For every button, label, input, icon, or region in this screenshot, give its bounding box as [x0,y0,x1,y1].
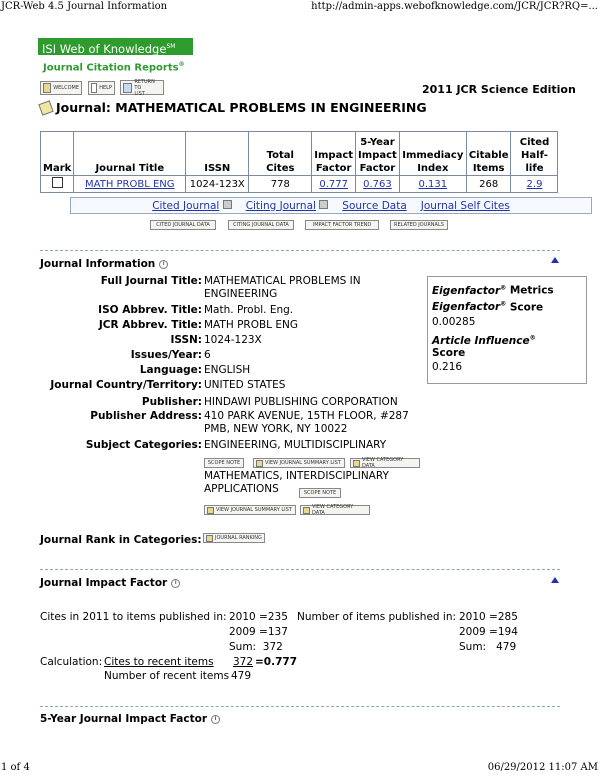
list-icon [256,460,263,467]
service-mark: SM [166,43,176,50]
eigenfactor-score: 0.00285 [432,316,476,328]
cited-journal-data-button[interactable]: CITED JOURNAL DATA [150,220,216,230]
issues-per-year-label: Issues/Year: [130,349,202,361]
total-cites-cell: 778 [249,176,312,193]
iso-abbrev-value: Math. Probl. Eng. [204,304,294,316]
list-icon [207,507,214,514]
reg-mark: ® [500,300,507,308]
journal-info-heading-text: Journal Information [40,258,156,270]
view-journal-summary-button-2[interactable] [204,505,296,515]
journal-heading [40,100,427,115]
jcr-abbrev-value: MATH PROBL ENG [204,319,298,331]
info-icon[interactable]: i [211,715,220,724]
publisher-address-label: Publisher Address: [90,410,202,422]
view-category-data-button-2[interactable] [300,505,370,515]
items-2010: 2010 =285 [459,611,518,623]
publisher-label: Publisher: [141,396,202,408]
publisher-address-value: 410 PARK AVENUE, 15TH FLOOR, #287 PMB, NEW YORK, NY 10022 [204,410,409,435]
return-label-2: LIST [134,90,145,97]
col-journal-title: Journal Title [74,132,186,176]
journal-table [40,131,558,193]
eigen-metrics-suffix: Metrics [506,284,554,297]
journal-self-cites-link[interactable]: Journal Self Cites [420,199,510,212]
view-category-label-2: VIEW CATEGORY DATA [311,504,354,516]
isi-logo-text: ISI Web of Knowledge [42,41,167,56]
section-divider [40,706,560,707]
citation-link-bar [70,197,592,214]
eigenfactor-box [427,276,587,384]
scope-note-button[interactable]: SCOPE NOTE [204,458,244,468]
immediacy-link[interactable]: 0.131 [418,178,448,190]
cited-journal-group [152,200,232,212]
country-label: Journal Country/Territory: [50,379,202,391]
col-cited-half-life: Cited Half-life [511,132,558,176]
issn-value: 1024-123X [204,334,262,346]
issues-per-year-value: 6 [204,349,211,361]
cites-recent-items: Cites to recent items [104,656,214,668]
five-year-heading-text: 5-Year Journal Impact Factor [40,713,208,725]
subject-categories-label: Subject Categories: [85,439,202,451]
scope-note-button-2[interactable]: SCOPE NOTE [299,488,341,498]
question-icon [91,83,97,93]
related-journals-button[interactable]: RELATED JOURNALS [390,220,448,230]
subject-category-2: MATHEMATICS, INTERDISCIPLINARY APPLICATIONS [204,470,389,495]
pencil-icon [38,100,53,115]
cites-2010: 2010 =235 [229,611,288,623]
back-to-top-arrow-icon[interactable] [551,577,559,583]
journal-ranking-button[interactable] [203,533,265,543]
full-title-value: MATHEMATICAL PROBLEMS IN ENGINEERING [204,275,361,300]
calculation-label: Calculation: [40,656,103,668]
publisher-value: HINDAWI PUBLISHING CORPORATION [204,396,398,408]
items-sum: Sum: 479 [459,641,517,653]
welcome-button[interactable] [40,81,82,95]
full-title-label: Full Journal Title: [100,275,202,287]
view-category-label: VIEW CATEGORY DATA [361,457,404,469]
half-life-cell [511,176,558,193]
impact-factor-heading [40,577,180,589]
journal-heading-text: Journal: MATHEMATICAL PROBLEMS IN ENGINEERING [56,100,427,115]
items-2009: 2009 =194 [459,626,518,638]
print-timestamp: 06/29/2012 11:07 AM [487,762,598,773]
col-citable-items: Citable Items [466,132,511,176]
return-to-list-button[interactable] [120,80,164,95]
section-divider [40,250,560,251]
welcome-label: WELCOME [53,85,79,91]
col-mark: Mark [41,132,74,176]
journal-info-heading [40,258,168,270]
eigen-score-title: Eigenfactor [432,301,501,313]
impact-factor-result: =0.777 [255,656,298,668]
jcr-logo [43,61,185,73]
recent-items-label: Number of recent items [104,670,230,682]
page-title: JCR-Web 4.5 Journal Information [1,1,168,12]
title-cell [74,176,186,193]
ai-title: Article Influence [432,334,530,347]
impact-factor-link[interactable]: 0.777 [319,178,348,190]
five-year-heading [40,713,220,725]
isi-logo[interactable] [38,38,193,55]
ai-suffix: Score [432,346,466,359]
page-counter: 1 of 4 [1,762,30,773]
help-label: HELP [99,85,112,91]
edition-label: 2011 JCR Science Edition [422,83,576,96]
journal-rank-heading-text: Journal Rank in Categories: [40,534,202,546]
cited-journal-link[interactable]: Cited Journal [152,199,220,212]
cites-label: Cites in 2011 to items published in: [40,611,227,623]
col-total-cites: Total Cites [249,132,312,176]
eigenfactor-score-title [432,301,582,314]
mark-cell [41,176,74,193]
view-summary-label-2: VIEW JOURNAL SUMMARY LIST [216,507,292,513]
graph-icon[interactable] [223,200,232,209]
eigen-title: Eigenfactor [432,284,501,297]
page-url: http://admin-apps.webofknowledge.com/JCR/JCR?RQ=... [311,1,598,12]
return-icon [123,83,132,93]
col-impact-factor: Impact Factor [312,132,356,176]
list-icon [303,507,310,514]
help-button[interactable] [88,81,115,95]
impact-factor-trend-button[interactable]: IMPACT FACTOR TREND [305,220,379,230]
source-data-link[interactable]: Source Data [342,199,407,212]
info-icon[interactable]: i [171,579,180,588]
return-label-1: RETURN TO [134,78,155,91]
cites-sum: Sum: 372 [229,641,283,653]
journal-ranking-label: JOURNAL RANKING [215,535,262,541]
article-influence-score: 0.216 [432,360,463,373]
registered-mark: ® [178,61,185,68]
five-year-cell [356,176,400,193]
rank-icon [206,535,213,542]
home-icon [43,83,51,93]
citable-cell: 268 [466,176,511,193]
language-label: Language: [139,364,202,376]
journal-title-link[interactable]: MATH PROBL ENG [85,178,175,190]
items-label: Number of items published in: [297,611,457,623]
col-immediacy: Immediacy Index [399,132,466,176]
table-header-row [41,132,558,176]
reg-mark: ® [500,284,507,291]
section-divider [40,569,560,570]
info-icon[interactable]: i [159,260,168,269]
five-year-link[interactable]: 0.763 [363,178,392,190]
article-influence-title [432,334,582,359]
immediacy-cell [399,176,466,193]
iso-abbrev-label: ISO Abbrev. Title: [98,304,202,316]
citing-journal-link[interactable]: Citing Journal [245,199,316,212]
subject-category-1: ENGINEERING, MULTIDISCIPLINARY [204,439,387,451]
list-icon [353,460,360,467]
view-journal-summary-button[interactable] [253,458,345,468]
recent-items-value: 479 [231,670,252,682]
cites-recent-value: 372 [233,656,254,668]
eigen-score-suffix: Score [506,301,544,313]
back-to-top-arrow-icon[interactable] [551,257,559,263]
journal-rank-heading [40,534,202,546]
reg-mark: ® [529,334,536,341]
table-row [41,176,558,193]
jcr-logo-text: Journal Citation Reports [43,62,179,74]
citing-journal-group [246,200,329,212]
cites-2009: 2009 =137 [229,626,288,638]
impact-factor-heading-text: Journal Impact Factor [40,577,168,589]
citing-journal-data-button[interactable]: CITING JOURNAL DATA [228,220,294,230]
eigenfactor-metrics-title [432,284,582,297]
col-5yr-impact: 5-Year Impact Factor [356,132,400,176]
jcr-abbrev-label: JCR Abbrev. Title: [98,319,202,331]
col-issn: ISSN [186,132,249,176]
impact-factor-cell [312,176,356,193]
issn-cell: 1024-123X [186,176,249,193]
view-category-data-button[interactable] [350,458,420,468]
country-value: UNITED STATES [204,379,286,391]
issn-label: ISSN: [170,334,202,346]
view-summary-label: VIEW JOURNAL SUMMARY LIST [265,460,341,466]
language-value: ENGLISH [204,364,251,376]
mark-checkbox[interactable] [52,177,63,188]
graph-icon[interactable] [319,200,328,209]
half-life-link[interactable]: 2.9 [526,178,543,190]
